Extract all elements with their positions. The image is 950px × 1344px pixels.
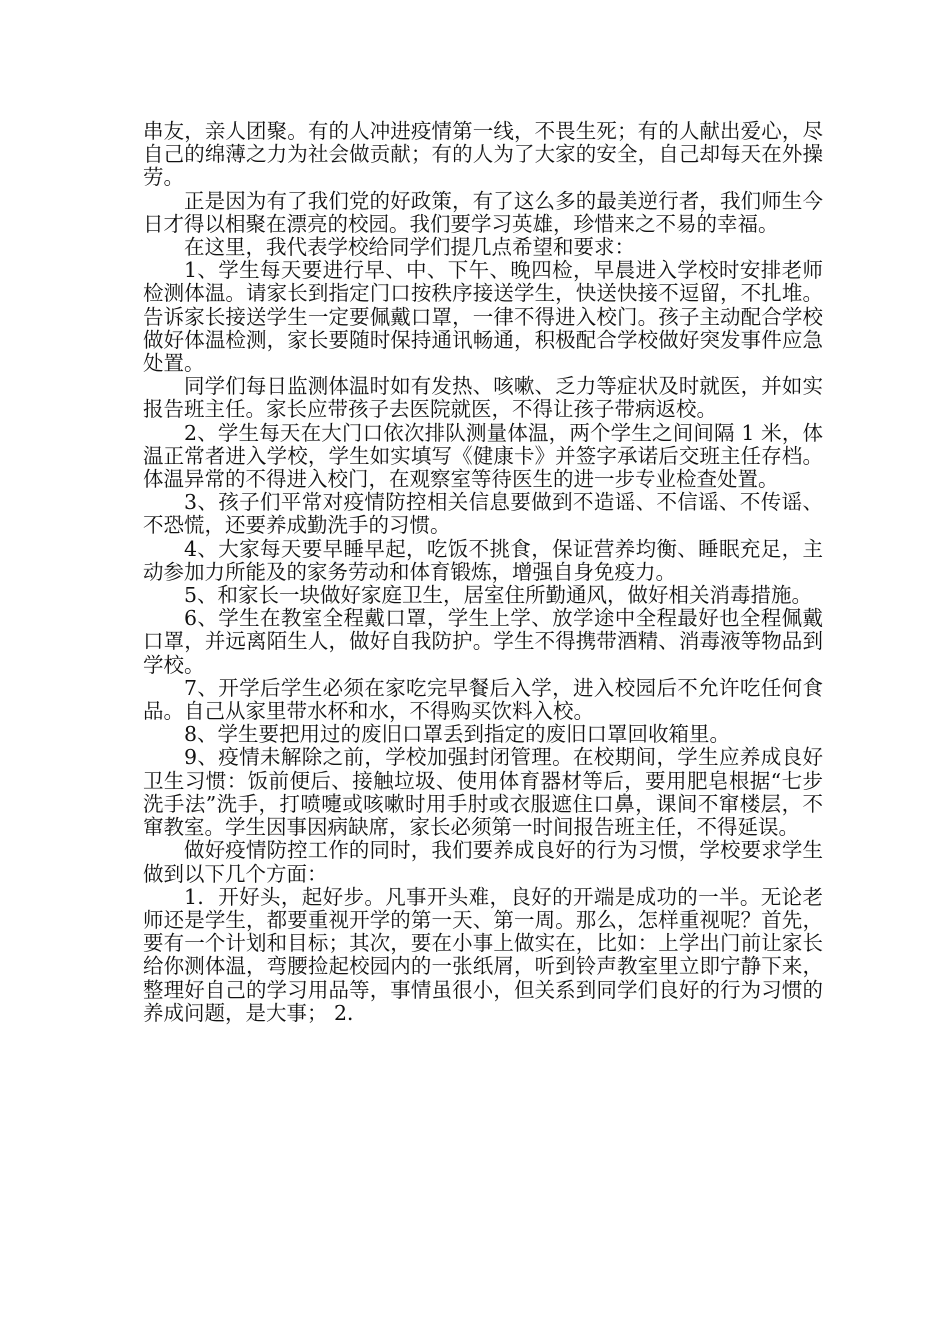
paragraph: 7、开学后学生必须在家吃完早餐后入学，进入校园后不允许吃任何食品。自己从家里带水杯和水，不得购买饮料入校。 bbox=[143, 675, 823, 724]
paragraph: 6、学生在教室全程戴口罩，学生上学、放学途中全程最好也全程佩戴口罩，并远离陌生人，做好自我防护。学生不得携带酒精、消毒液等物品到学校。 bbox=[143, 606, 823, 677]
paragraph: 正是因为有了我们党的好政策，有了这么多的最美逆行者，我们师生今日才得以相聚在漂亮的校园。我们要学习英雄，珍惜来之不易的幸福。 bbox=[143, 188, 823, 236]
paragraph: 5、和家长一块做好家庭卫生，居室住所勤通风，做好相关消毒措施。 bbox=[184, 583, 813, 608]
paragraph: 做好疫情防控工作的同时，我们要养成良好的行为习惯，学校要求学生做到以下几个方面： bbox=[143, 838, 823, 886]
paragraph: 8、学生要把用过的废旧口罩丢到指定的废旧口罩回收箱里。 bbox=[184, 722, 731, 747]
paragraph: 3、孩子们平常对疫情防控相关信息要做到不造谣、不信谣、不传谣、不恐慌，还要养成勤洗手的习惯。 bbox=[143, 490, 823, 538]
paragraph: 1．开好头，起好步。凡事开头难，良好的开端是成功的一半。无论老师还是学生，都要重视开学的第一天、第一周。那么，怎样重视呢？首先，要有一个计划和目标；其次，要在小事上做实在，比如：上学出门前让家长给你测体温，弯腰捡起校园内的一张纸屑，听到铃声教室里立即宁静下来，整理好自己的学习用品等，事情虽很小，但关系到同学们良好的行为习惯的养成问题，是大事； 2． bbox=[143, 884, 823, 1025]
paragraph: 9、疫情未解除之前，学校加强封闭管理。在校期间，学生应养成良好卫生习惯：饭前便后、接触垃圾、使用体育器材等后，要用肥皂根据“七步洗手法”洗手，打喷嚏或咳嗽时用手肘或衣服遮住口鼻，课间不窜楼层，不窜教室。学生因事因病缺席，家长必须第一时间报告班主任，不得延误。 bbox=[143, 745, 823, 840]
paragraph: 2、学生每天在大门口依次排队测量体温，两个学生之间间隔 1 米，体温正常者进入学校，学生如实填写《健康卡》并签字承诺后交班主任存档。体温异常的不得进入校门，在观察室等待医生的进一步专业检查处置。 bbox=[143, 420, 823, 492]
paragraph: 在这里，我代表学校给同学们提几点希望和要求： bbox=[184, 235, 635, 260]
paragraph: 1、学生每天要进行早、中、下午、晚四检，早晨进入学校时安排老师检测体温。请家长到指定门口按秩序接送学生，快送快接不逗留，不扎堆。告诉家长接送学生一定要佩戴口罩，一律不得进入校门。孩子主动配合学校做好体温检测，家长要随时保持通讯畅通，积极配合学校做好突发事件应急处置。 bbox=[143, 258, 823, 376]
paragraph: 串友，亲人团聚。有的人冲进疫情第一线，不畏生死；有的人献出爱心，尽自己的绵薄之力为社会做贡献；有的人为了大家的安全，自己却每天在外操劳。 bbox=[143, 119, 823, 190]
paragraph: 4、大家每天要早睡早起，吃饭不挑食，保证营养均衡、睡眠充足，主动参加力所能及的家务劳动和体育锻炼，增强自身免疫力。 bbox=[143, 536, 823, 584]
paragraph: 同学们每日监测体温时如有发热、咳嗽、乏力等症状及时就医，并如实报告班主任。家长应带孩子去医院就医，不得让孩子带病返校。 bbox=[143, 374, 823, 422]
document-body bbox=[143, 120, 823, 1025]
